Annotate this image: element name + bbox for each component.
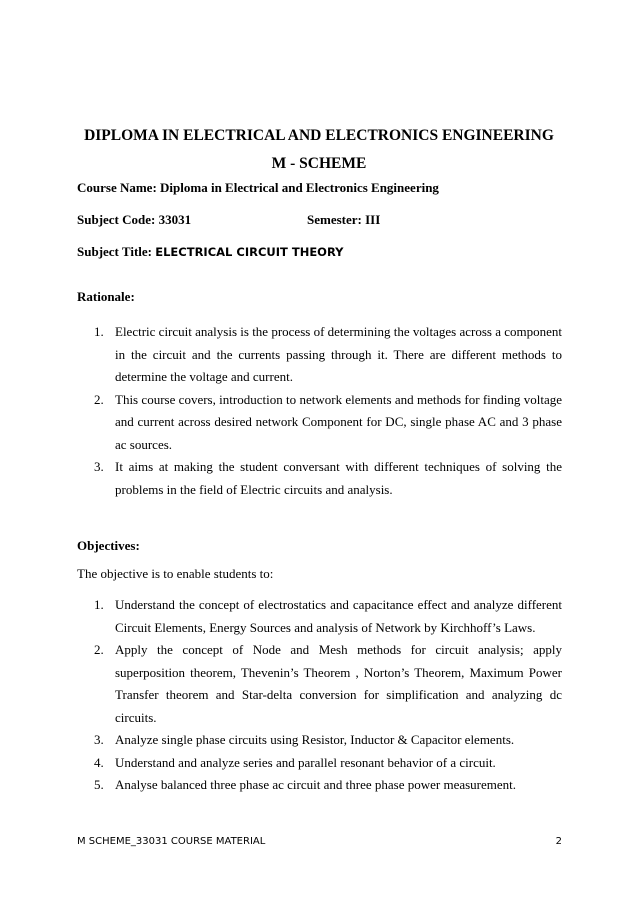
page-number: 2 <box>555 836 562 847</box>
item-text: This course covers, introduction to network elements and methods for finding voltage and current across desired network Component for DC, single phase AC and 3 phase ac sources. <box>115 391 562 452</box>
list-item <box>77 389 562 457</box>
subject-title-value: ELECTRICAL CIRCUIT THEORY <box>155 245 344 259</box>
item-text: Apply the concept of Node and Mesh methods for circuit analysis; apply superposition theorem, Thevenin’s Theorem , Norton’s Theorem, Maximum Power Transfer theorem and Star-delta conversion for simplification and analyzing dc circuits. <box>115 642 562 725</box>
list-item <box>77 774 562 797</box>
list-item <box>77 456 562 501</box>
item-number: 5. <box>94 777 104 792</box>
objectives-intro: The objective is to enable students to: <box>77 566 274 581</box>
list-item <box>77 729 562 752</box>
item-text: Analyse balanced three phase ac circuit and three phase power measurement. <box>115 777 517 792</box>
item-number: 1. <box>94 324 104 339</box>
item-number: 4. <box>94 754 104 770</box>
item-text: Analyze single phase circuits using Resistor, Inductor & Capacitor elements. <box>115 732 515 747</box>
item-number: 3. <box>94 459 104 474</box>
list-item <box>77 752 562 775</box>
scheme-title: M - SCHEME <box>271 155 367 172</box>
list-item <box>77 321 562 389</box>
item-number: 2. <box>94 391 104 407</box>
item-text: Understand the concept of electrostatics and capacitance effect and analyze different Circuit Elements, Energy Sources and analysis of Network by Kirchhoff’s Laws. <box>115 597 562 635</box>
item-text: It aims at making the student conversant with different techniques of solving the problems in the field of Electric circuits and analysis. <box>115 459 562 497</box>
subject-title <box>77 244 344 260</box>
objectives-list <box>77 594 562 797</box>
list-item <box>77 639 562 729</box>
semester: Semester: III <box>307 212 381 227</box>
list-item <box>77 594 562 639</box>
item-text: Understand and analyze series and parallel resonant behavior of a circuit. <box>115 754 496 770</box>
item-text: Electric circuit analysis is the process of determining the voltages across a component in the circuit and the currents passing through it. There are different methods to determine the voltage and current. <box>115 324 562 384</box>
rationale-heading: Rationale: <box>77 289 135 304</box>
footer-label: M SCHEME_33031 COURSE MATERIAL <box>77 836 266 847</box>
course-name: Course Name: Diploma in Electrical and Electronics Engineering <box>77 180 439 195</box>
subject-title-label: Subject Title: <box>77 244 156 259</box>
objectives-heading: Objectives: <box>77 538 140 553</box>
item-number: 3. <box>94 732 104 747</box>
item-number: 2. <box>94 642 104 657</box>
document-title: DIPLOMA IN ELECTRICAL AND ELECTRONICS ENGINEERING <box>84 127 554 144</box>
rationale-list <box>77 321 562 501</box>
item-number: 1. <box>94 597 104 612</box>
subject-code: Subject Code: 33031 <box>77 212 192 227</box>
